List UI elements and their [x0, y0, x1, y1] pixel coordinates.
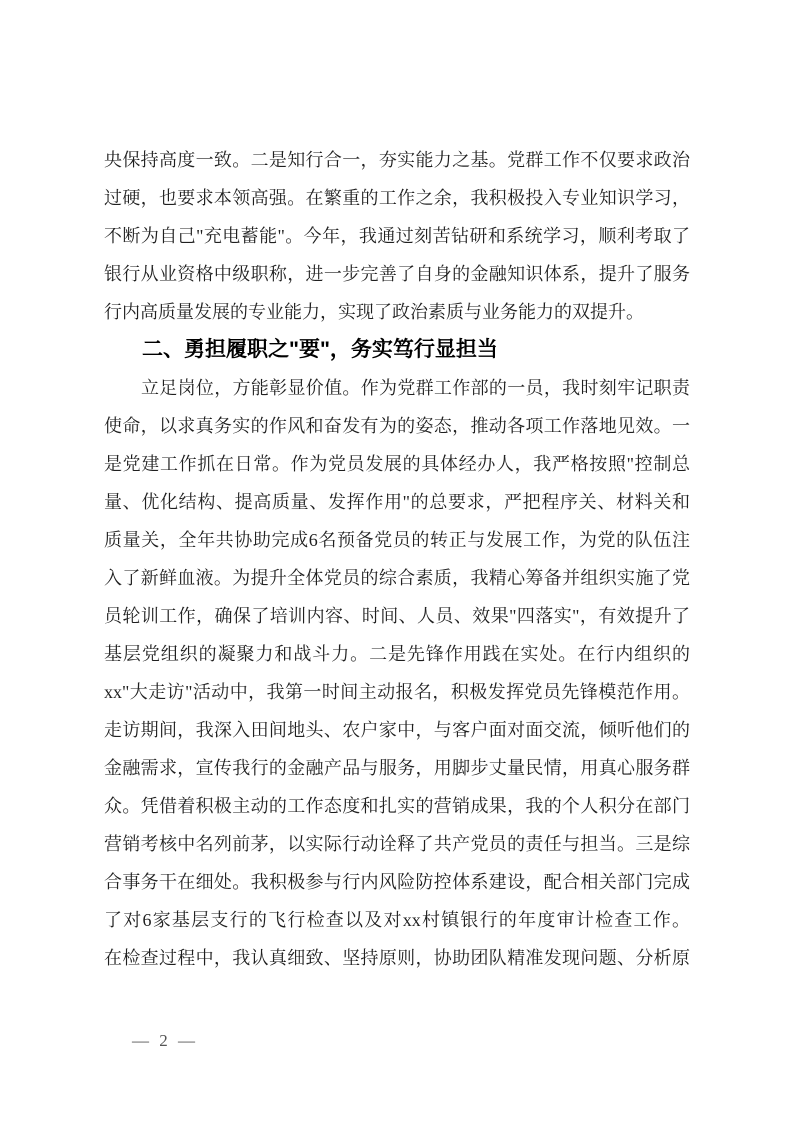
paragraph-line: 营销考核中名列前茅，以实际行动诠释了共产党员的责任与担当。三是综 [104, 834, 690, 854]
paragraph-line: 过硬，也要求本领高强。在繁重的工作之余，我积极投入专业知识学习， [104, 188, 690, 208]
paragraph-line: 金融需求，宣传我行的金融产品与服务，用脚步丈量民情，用真心服务群 [104, 758, 690, 778]
paragraph-line: 合事务干在细处。我积极参与行内风险防控体系建设，配合相关部门完成 [104, 872, 690, 892]
section-heading: 二、勇担履职之"要"，务实笃行显担当 [142, 338, 498, 361]
paragraph-line: 在检查过程中，我认真细致、坚持原则，协助团队精准发现问题、分析原 [104, 948, 690, 968]
paragraph-line: 立足岗位，方能彰显价值。作为党群工作部的一员，我时刻牢记职责 [141, 378, 690, 398]
paragraph-line: 量、优化结构、提高质量、发挥作用"的总要求，严把程序关、材料关和 [104, 492, 690, 512]
paragraph-line: 了对6家基层支行的飞行检查以及对xx村镇银行的年度审计检查工作。 [104, 910, 690, 930]
paragraph-line: xx"大走访"活动中，我第一时间主动报名，积极发挥党员先锋模范作用。 [104, 682, 690, 702]
paragraph-line: 是党建工作抓在日常。作为党员发展的具体经办人，我严格按照"控制总 [104, 454, 690, 474]
body-text [104, 141, 690, 977]
paragraph-line: 不断为自己"充电蓄能"。今年，我通过刻苦钻研和系统学习，顺利考取了 [104, 226, 690, 246]
paragraph-line: 质量关，全年共协助完成6名预备党员的转正与发展工作，为党的队伍注 [104, 530, 690, 550]
paragraph-line: 走访期间，我深入田间地头、农户家中，与客户面对面交流，倾听他们的 [104, 720, 690, 740]
paragraph-line: 员轮训工作，确保了培训内容、时间、人员、效果"四落实"，有效提升了 [104, 606, 690, 626]
paragraph-line: 行内高质量发展的专业能力，实现了政治素质与业务能力的双提升。 [104, 302, 644, 322]
paragraph-line: 入了新鲜血液。为提升全体党员的综合素质，我精心筹备并组织实施了党 [104, 568, 690, 588]
paragraph-line: 央保持高度一致。二是知行合一，夯实能力之基。党群工作不仅要求政治 [104, 150, 690, 170]
page-number: — 2 — [132, 1031, 198, 1050]
paragraph-line: 使命，以求真务实的作风和奋发有为的姿态，推动各项工作落地见效。一 [104, 416, 690, 436]
paragraph-line: 众。凭借着积极主动的工作态度和扎实的营销成果，我的个人积分在部门 [104, 796, 690, 816]
paragraph-line: 银行从业资格中级职称，进一步完善了自身的金融知识体系，提升了服务 [104, 264, 690, 284]
paragraph-line: 基层党组织的凝聚力和战斗力。二是先锋作用践在实处。在行内组织的 [104, 644, 690, 664]
